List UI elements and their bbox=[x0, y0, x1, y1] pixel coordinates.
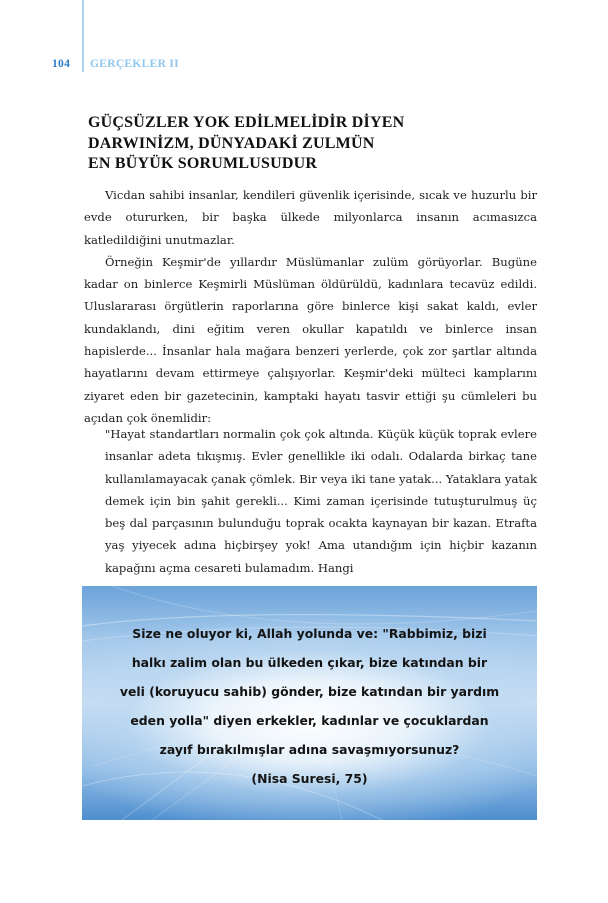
section-heading bbox=[88, 113, 508, 175]
verse-line: Size ne oluyor ki, Allah yolunda ve: "Rabbimiz, bizi bbox=[132, 626, 487, 641]
verse-line: veli (koruyucu sahib) gönder, bize katından bir yardım bbox=[119, 684, 500, 699]
verse-line: eden yolla" diyen erkekler, kadınlar ve çocuklardan bbox=[130, 713, 489, 728]
verse-line: halkı zalim olan bu ülkeden çıkar, bize katından bir bbox=[131, 655, 488, 670]
block-quote bbox=[105, 423, 537, 579]
verse-citation: (Nisa Suresi, 75) bbox=[251, 771, 368, 786]
verse-text bbox=[82, 619, 537, 793]
header-rule bbox=[82, 0, 84, 72]
heading-line: DARWINİZM, DÜNYADAKİ ZULMÜN bbox=[88, 134, 375, 152]
body-text bbox=[84, 184, 537, 429]
verse-box bbox=[82, 586, 537, 820]
paragraph: Örneğin Keşmir'de yıllardır Müslümanlar zulüm görüyorlar. Bugüne kadar on binlerce Keşmirli Müslüman öldürüldü, kadınlara tecavüz edildi. Uluslararası örgütlerin raporlarına göre binlerce kişi sakat kaldı, evler kundaklandı, dini eğitim veren okullar kapatıldı ve binlerce insan hapislerde... İnsanlar hala mağara benzeri yerlerde, çok zor şartlar altında hayatlarını devam ettirmeye çalışıyorlar. Keşmir'deki mülteci kamplarını ziyaret eden bir gazetecinin, kamptaki hayatı tasvir ettiği şu cümleleri bu açıdan çok önemlidir: bbox=[84, 254, 537, 425]
page-number: 104 bbox=[52, 58, 71, 70]
heading-line: GÜÇSÜZLER YOK EDİLMELİDİR DİYEN bbox=[88, 114, 405, 131]
paragraph: Vicdan sahibi insanlar, kendileri güvenlik içerisinde, sıcak ve huzurlu bir evde otururken, bir başka ülkede milyonlarca insanın acımasızca katledildiğini unutmazlar. bbox=[84, 188, 537, 247]
verse-line: zayıf bırakılmışlar adına savaşmıyorsunuz? bbox=[159, 742, 460, 757]
book-title: GERÇEKLER II bbox=[90, 58, 179, 70]
heading-line: EN BÜYÜK SORUMLUSUDUR bbox=[88, 155, 318, 172]
quote-text: "Hayat standartları normalin çok çok altında. Küçük küçük toprak evlere insanlar adeta tıkışmış. Evler genellikle iki odalı. Odalarda birkaç tane kullanılamayacak çanak çömlek. Bir veya iki tane yatak... Yataklara yatak demek için bin şahit gerekli... Kimi zaman içerisinde tutuşturulmuş üç beş dal parçasının bulunduğu toprak ocakta kaynayan bir kazan. Etrafta yaş yiyecek adına hiçbirşey yok! Ama utandığım için hiçbir kazanın kapağını açma cesareti bulamadım. Hangi bbox=[105, 427, 537, 575]
